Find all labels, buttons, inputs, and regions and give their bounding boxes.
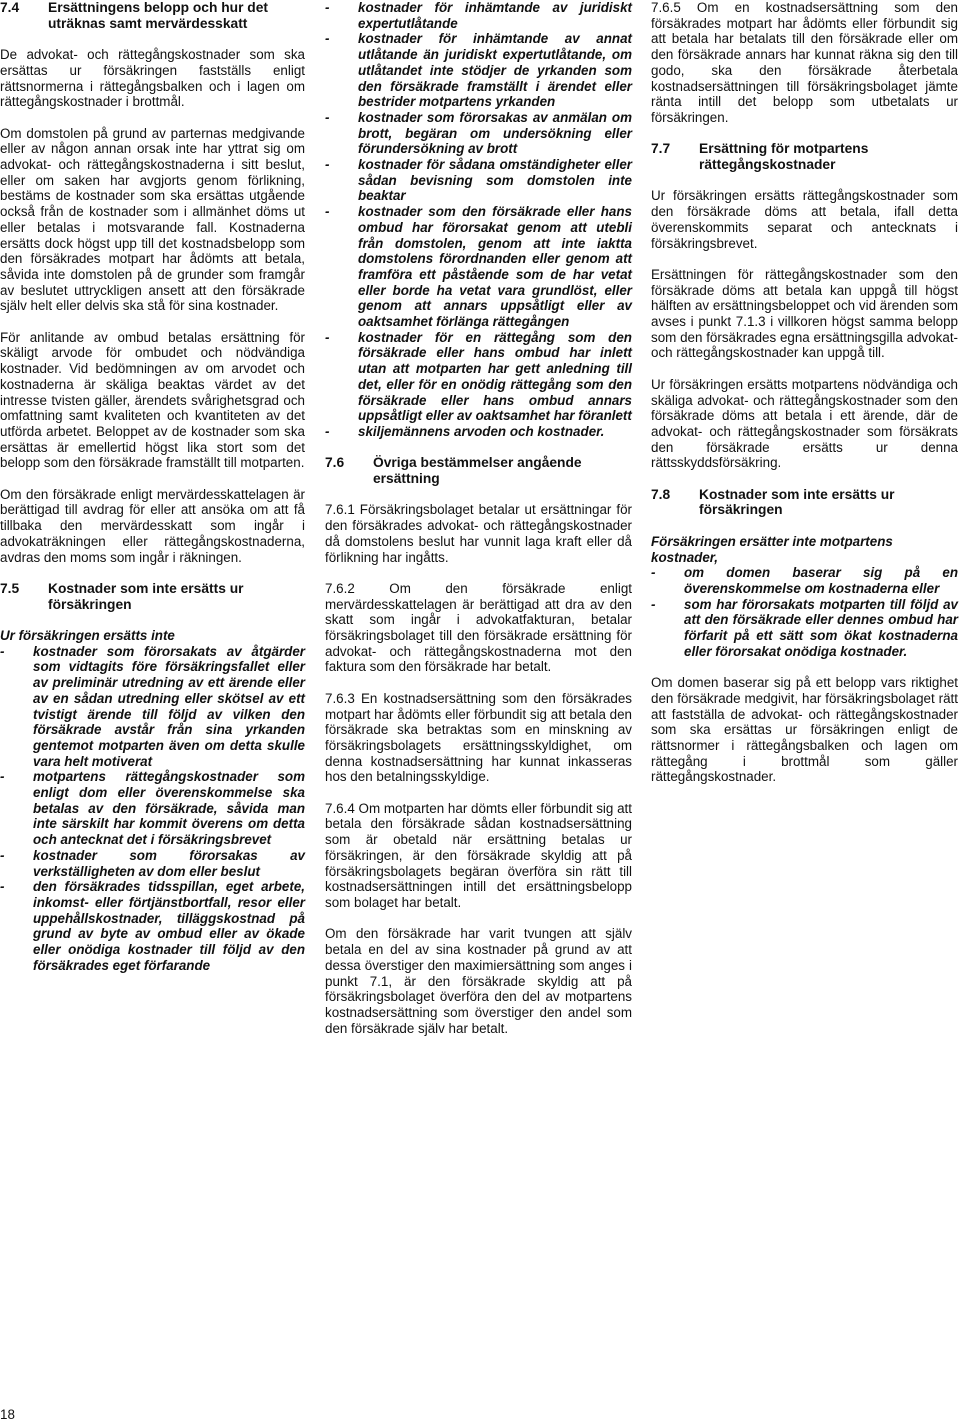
section-heading-7-4 — [0, 0, 305, 31]
list-item-text: skiljemännens arvoden och kostnader. — [358, 423, 605, 439]
exclusion-list — [0, 644, 305, 974]
list-item-text: motpartens rättegångskostnader som enligt dom eller överenskommelse ska betalas av den försäkrade, såvida man inte särskilt har kommit överens om detta och antecknat det i försäkringsbrevet — [33, 769, 305, 848]
column-left — [0, 0, 305, 974]
list-dash: - — [651, 565, 656, 581]
list-item — [325, 424, 632, 440]
list-item-text: kostnader för inhämtande av annat utlåtande än juridiskt expertutlåtande, om utlåtandet inte stödjer de yrkanden som den försäkrade framställt i ärendet eller bestrider motpartens yrkanden — [358, 31, 632, 110]
section-heading-7-8 — [651, 487, 958, 518]
section-heading-7-5 — [0, 581, 305, 612]
list-item — [0, 848, 305, 879]
list-item — [325, 31, 632, 110]
paragraph: 7.6.4 Om motparten har dömts eller förbundit sig att betala den försäkrade sådan kostnadsersättning som är obetald när ersättning betalas ur försäkringen, är den försäkrade skyldig att på försäkringsbolagets begäran överföra sin rätt till kostnadsersättningen intill det ersättningsbelopp som bolaget har betalt. — [325, 800, 632, 910]
paragraph: Ersättningen för rättegångskostnader som den försäkrade döms att betala kan uppgå till högst hälften av ersättningsbeloppet och vid ärenden som avses i punkt 7.1.3 i villkoren högst samma belopp som den försäkrades egna ersättningsgilla advokat- och rättegångskostnader kan uppgå till. — [651, 266, 958, 361]
list-dash: - — [325, 31, 330, 47]
section-number: 7.4 — [0, 0, 20, 15]
section-number: 7.6 — [325, 455, 345, 471]
section-number: 7.8 — [651, 486, 671, 502]
column-right — [651, 0, 958, 801]
list-dash: - — [325, 204, 330, 220]
paragraph: Ur försäkringen ersätts motpartens nödvändiga och skäliga advokat- och rättegångskostnader som den försäkrade döms att betala i ett ärende, där de advokat- och rättegångskostnader som försäkrats den försäkrade ersätts ur denna rättsskyddsförsäkring. — [651, 376, 958, 471]
exclusion-list-continued — [325, 0, 632, 440]
list-item — [651, 597, 958, 660]
list-item-text: om domen baserar sig på en överenskommelse om kostnaderna eller — [684, 565, 958, 596]
page-number: 18 — [0, 1407, 15, 1422]
section-number: 7.5 — [0, 580, 20, 596]
list-item-text: kostnader för inhämtande av juridiskt expertutlåtande — [358, 0, 632, 31]
list-item-text: kostnader som förorsakas av verkställigheten av dom eller beslut — [33, 847, 305, 879]
list-item — [325, 157, 632, 204]
list-intro: Försäkringen ersätter inte motpartens kostnader, — [651, 533, 893, 565]
list-item-text: den försäkrades tidsspillan, eget arbete, inkomst- eller förtjänstbortfall, resor eller uppehållskostnader, tilläggskostnad på grund av byte av ombud eller av ökade eller onödiga kostnader till följd av den försäkrades eget förfarande — [33, 879, 305, 973]
section-number: 7.7 — [651, 141, 671, 157]
list-item — [325, 330, 632, 424]
exclusion-list — [651, 565, 958, 659]
list-item — [0, 879, 305, 973]
paragraph: Om domstolen på grund av parternas medgivande eller av någon annan orsak inte har yttrat sig om advokat- och rättegångskostnaderna i sitt beslut, eller om saken har avgjorts genom förlikning, bestäms de kostnader som ska ersättas utgående också från de kostnader som i allmänhet döms ut eller betalas i motsvarande fall. Kostnaderna ersätts dock högst upp till det kostnadsbelopp som den försäkrades motpart har ådömts att betala, såvida inte domstolen på de grunder som framgår av beslutet uttryckligen ansett att den försäkrade själv helt eller delvis ska stå för sina kostnader. — [0, 125, 305, 314]
list-item — [325, 0, 632, 31]
list-dash: - — [0, 879, 5, 895]
paragraph: 7.6.5 Om en kostnadsersättning som den försäkrades motpart har ådömts eller förbundit sig att betala har betalats till den försäkrade eller om den försäkrade annars har kunnat räkna sig den till godo, ska den försäkrade återbetala kostnadsersättningen till försäkringsbolaget jämte ränta intill det belopp som utbetalats ur försäkringen. — [651, 0, 958, 125]
list-item — [651, 565, 958, 596]
section-title: Ersättningens belopp och hur det uträknas samt mervärdesskatt — [48, 0, 268, 31]
list-dash: - — [325, 157, 330, 173]
paragraph: 7.6.1 Försäkringsbolaget betalar ut ersättningar för den försäkrades advokat- och rättegångskostnader då domstolens beslut har vunnit laga kraft eller då förlikning har ingåtts. — [325, 502, 632, 565]
section-title: Ersättning för motpartens rättegångskostnader — [699, 141, 869, 173]
paragraph: 7.6.3 En kostnadsersättning som den försäkrades motpart har ådömts eller förbundit sig att betala den försäkrade ska betraktas som en minskning av försäkringsbolagets ersättningsskyldighet, om denna kostnadsersättning har kunnat inkasseras hos den betalningsskyldige. — [325, 690, 632, 785]
list-dash: - — [0, 643, 5, 659]
list-item-text: som har förorsakats motparten till följd av att den försäkrade eller dennes ombud har förfarit på ett sätt som ökat kostnaderna eller förorsakat onödiga kostnader. — [684, 596, 958, 659]
list-dash: - — [325, 109, 330, 125]
list-item — [325, 110, 632, 157]
paragraph: 7.6.2 Om den försäkrade enligt mervärdesskattelagen är berättigad att dra av den skatt som ingår i advokatfakturan, betalar försäkringsbolaget till den försäkrade ersättning för advokat- och rättegångskostnaderna mot den faktura som den försäkrade har betalt. — [325, 580, 632, 675]
paragraph: Ur försäkringen ersätts rättegångskostnader som den försäkrade döms att betala, ifall detta överenskommits separat och antecknats i försäkringsbrevet. — [651, 188, 958, 251]
list-item — [325, 204, 632, 330]
paragraph: Om den försäkrade har varit tvungen att själv betala en del av sina kostnader på grund av att dessa överstiger den maximiersättning som anges i punkt 7.1, är den försäkrade skyldig att på försäkringsbolaget överföra den del av motpartens kostnadsersättning som överstiger den andel som den försäkrade själv har betalt. — [325, 926, 632, 1036]
paragraph: Om domen baserar sig på ett belopp vars riktighet den försäkrade medgivit, har försäkringsbolaget rätt att fastställa de advokat- och rättegångskostnader som ska ersättas ur försäkringen enligt de rättsnormer i rättegångsbalken och lagen om rättegång i brottmål som gäller rättegångskostnader. — [651, 675, 958, 785]
column-middle — [325, 0, 632, 1052]
list-item-text: kostnader som förorsakas av anmälan om brott, begäran om undersökning eller förundersökning av brott — [358, 109, 632, 157]
list-intro: Ur försäkringen ersätts inte — [0, 628, 175, 644]
list-item-text: kostnader som den försäkrade eller hans ombud har förorsakat genom att utebli från domstolen, genom att inte iaktta domstolens förordnanden eller genom att framföra ett påstående som de har vetat eller borde ha vetat vara grundlöst, eller genom att annars uppsåtligt eller av oaktsamhet förlänga rättegången — [358, 204, 632, 330]
list-dash: - — [0, 769, 5, 785]
section-title: Övriga bestämmelser angående ersättning — [373, 455, 582, 487]
paragraph: De advokat- och rättegångskostnader som ska ersättas ur försäkringen fastställs enligt rättsnormerna i rättegångsbalken och i lagen om rättegångskostnader i brottmål. — [0, 47, 305, 110]
section-heading-7-7 — [651, 141, 958, 172]
list-dash: - — [0, 847, 5, 863]
list-item-text: kostnader för sådana omständigheter eller sådan bevisning som domstolen inte beaktar — [358, 157, 632, 204]
list-item-text: kostnader som förorsakats av åtgärder som vidtagits före försäkringsfallet eller av preliminär utredning av ett ärende eller av en sådan utredning eller skötsel av ett tvistigt ärende till följd av vilken den försäkrade avstår från sina yrkanden gentemot motparten även om detta skulle vara helt motiverat — [33, 643, 305, 769]
section-title: Kostnader som inte ersätts ur försäkringen — [48, 580, 244, 612]
paragraph: För anlitande av ombud betalas ersättning för skäligt arvode för ombudet och nödvändiga kostnader. Vid bedömningen av om arvodet och kostnaderna är skäliga beaktas värdet av det intresse tvisten gäller, ärendets svårighetsgrad och omfattning samt kvaliteten och kvantiteten av det utförda arbetet. Beloppet av de kostnader som ska ersättas är emellertid högst lika stort som det belopp som den försäkrade framställt till motparten. — [0, 329, 305, 471]
list-dash: - — [325, 0, 330, 15]
list-item-text: kostnader för en rättegång som den försäkrade eller hans ombud har inlett utan att motparten har gett anledning till det, eller för en onödig rättegång som den försäkrade eller hans ombud annars uppsåtligt eller av oaktsamhet har föranlett — [358, 329, 632, 424]
paragraph: Om den försäkrade enligt mervärdesskattelagen är berättigad till avdrag för eller att ansöka om att få tillbaka den mervärdesskatt som ingår i advokaträkningen eller rättegångskostnaderna, avdras den moms som ingår i räkningen. — [0, 486, 305, 565]
list-item — [0, 769, 305, 848]
list-item — [0, 644, 305, 770]
list-dash: - — [325, 329, 330, 345]
section-heading-7-6 — [325, 455, 632, 486]
list-dash: - — [325, 423, 330, 439]
list-dash: - — [651, 596, 656, 612]
section-title: Kostnader som inte ersätts ur försäkringen — [699, 486, 895, 518]
